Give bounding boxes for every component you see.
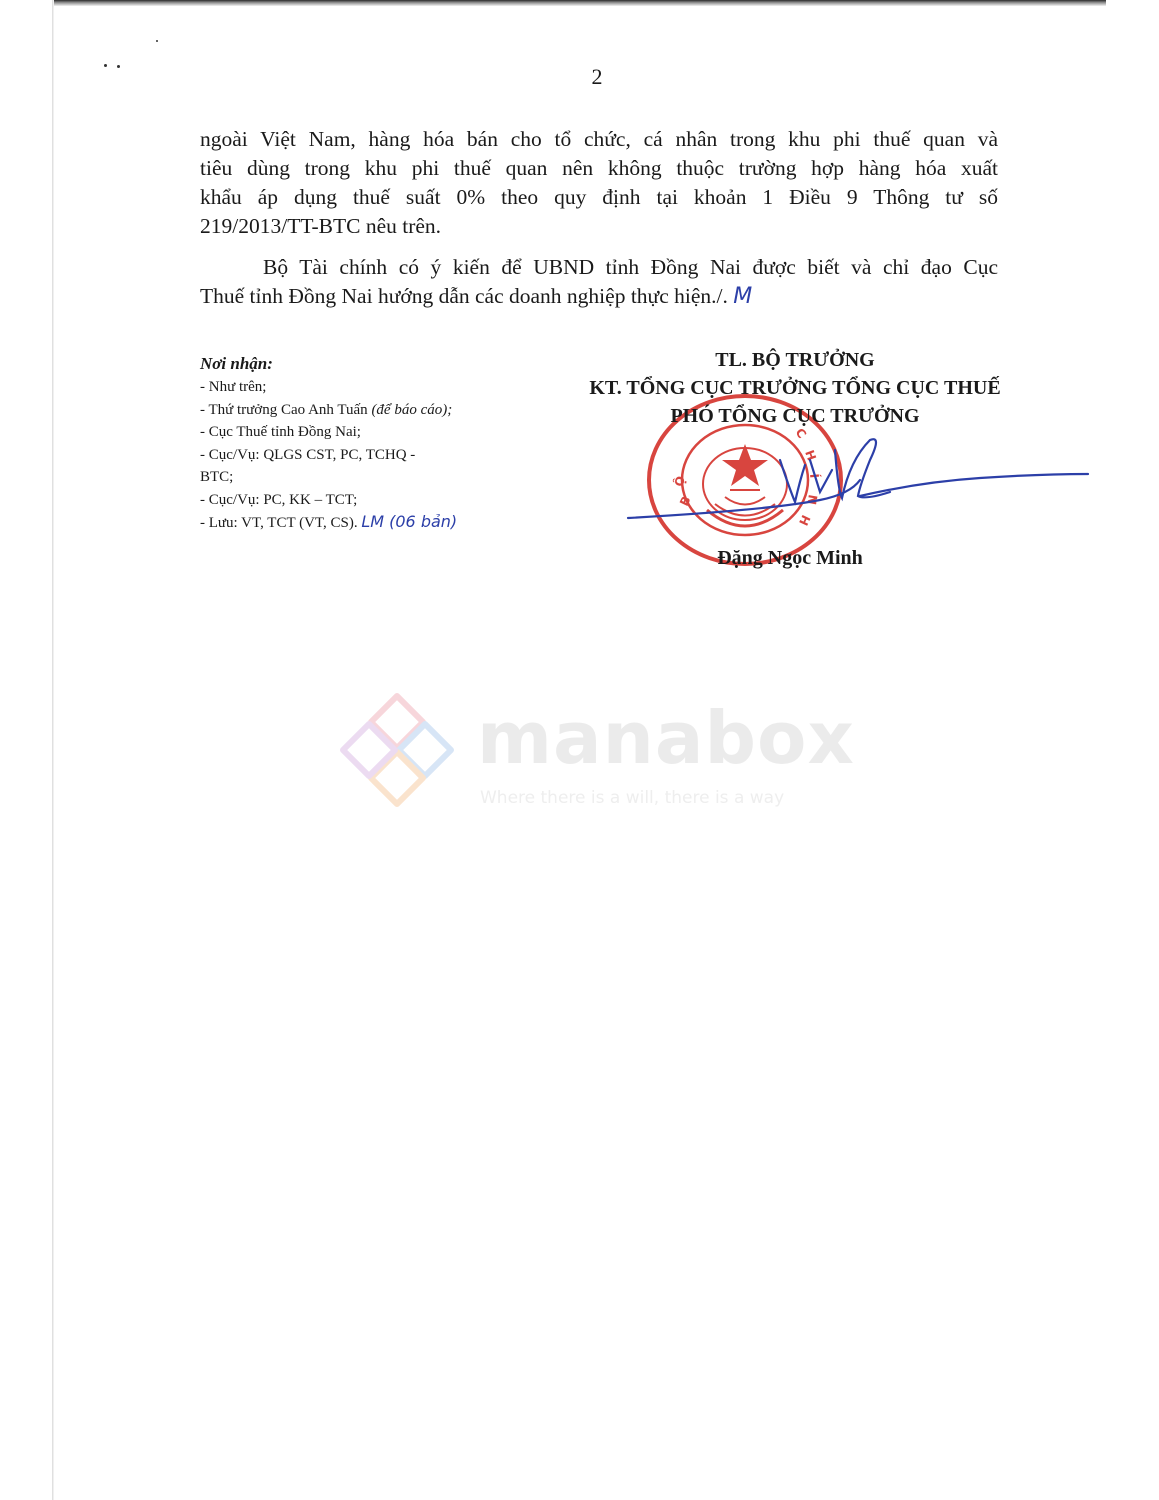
recipient-item-text: - Lưu: VT, TCT (VT, CS). (200, 515, 358, 531)
manabox-logo-icon (335, 688, 460, 813)
recipient-item: - Cục/Vụ: QLGS CST, PC, TCHQ - (200, 446, 416, 463)
handwritten-copies-note: LM (06 bản) (361, 512, 458, 531)
signature-title-line1: TL. BỘ TRƯỞNG (715, 349, 875, 371)
recipient-note: (để báo cáo); (371, 401, 453, 418)
paragraph-line (200, 282, 998, 311)
recipient-item-text: - Thứ trưởng Cao Anh Tuấn (200, 401, 368, 418)
body-paragraph-2 (200, 253, 998, 311)
svg-text:Ộ: Ộ (672, 475, 688, 488)
paragraph-line: khẩu áp dụng thuế suất 0% theo quy định tại khoản 1 Điều 9 Thông tư số (200, 185, 998, 209)
watermark (335, 688, 855, 818)
svg-text:Í: Í (807, 473, 822, 479)
handwritten-signature (620, 430, 1100, 540)
page-number: 2 (591, 64, 603, 89)
signature-block (540, 346, 1050, 430)
paragraph-line: 219/2013/TT-BTC nêu trên. (200, 214, 442, 238)
scan-edge-left (52, 0, 54, 1500)
recipient-item: BTC; (200, 469, 234, 485)
paragraph-line: ngoài Việt Nam, hàng hóa bán cho tổ chức, cá nhân trong khu phi thuế quan và (200, 127, 998, 151)
signer-name: Đặng Ngọc Minh (717, 547, 863, 569)
svg-text:C: C (792, 425, 810, 441)
body-paragraph-1 (200, 125, 998, 241)
paragraph-line: Bộ Tài chính có ý kiến để UBND tỉnh Đồng Nai được biết và chỉ đạo Cục (263, 255, 998, 279)
handwritten-initial: M (733, 284, 753, 309)
recipient-item: - Cục Thuế tỉnh Đồng Nai; (200, 424, 361, 440)
recipient-item: - Cục/Vụ: PC, KK – TCT; (200, 491, 358, 508)
svg-text:N: N (804, 493, 820, 506)
paragraph-line-text: Thuế tỉnh Đồng Nai hướng dẫn các doanh nghiệp thực hiện./. (200, 284, 728, 308)
paragraph-line: tiêu dùng trong khu phi thuế quan nên không thuộc trường hợp hàng hóa xuất (200, 156, 998, 180)
signature-title-line3: PHÓ TỔNG CỤC TRƯỞNG (670, 405, 920, 427)
recipient-item: - Như trên; (200, 379, 267, 395)
watermark-brand: manabox (477, 696, 855, 780)
watermark-tagline: Where there is a will, there is a way (480, 788, 785, 808)
svg-text:B: B (677, 494, 694, 509)
svg-text:H: H (802, 448, 819, 463)
svg-text:H: H (796, 512, 813, 528)
recipient-item (200, 399, 530, 422)
recipients-list (200, 352, 530, 535)
signature-title-line2: KT. TỔNG CỤC TRƯỞNG TỔNG CỤC THUẾ (589, 377, 1001, 399)
recipients-heading: Nơi nhận: (200, 354, 273, 373)
recipient-item (200, 511, 530, 535)
scan-edge-top (52, 0, 1106, 6)
